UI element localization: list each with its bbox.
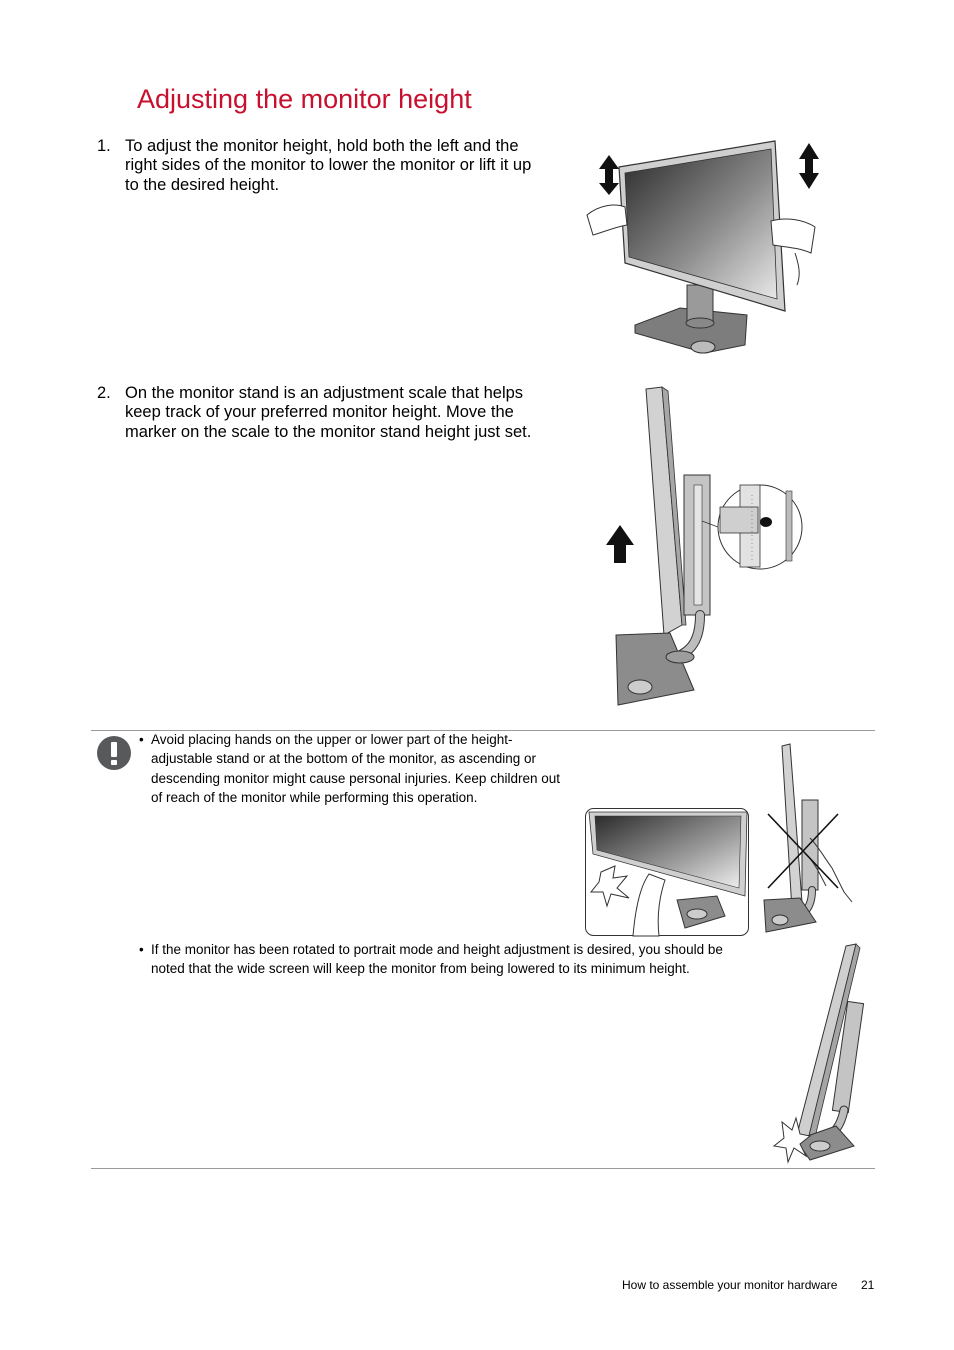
bullet-mark: • (139, 942, 144, 957)
bullet-mark: • (139, 732, 144, 747)
up-down-arrow-icon (799, 143, 819, 189)
step-number: 2. (97, 384, 111, 402)
page-number: 21 (861, 1278, 875, 1292)
footer-section: How to assemble your monitor hardware (622, 1278, 838, 1292)
height-marker-icon (760, 517, 772, 527)
step-text: On the monitor stand is an adjustment scale that helps keep track of your preferred monitor height. Move the marker on the scale to the monitor stand height just set. (125, 384, 532, 441)
note-item-1 (139, 730, 569, 807)
step-1 (97, 137, 537, 195)
step-text: To adjust the monitor height, hold both the left and the right sides of the monitor to lower the monitor or lift it up to the desired height. (125, 137, 532, 194)
portrait-mode-collision-illustration (770, 942, 870, 1167)
step-2 (97, 384, 537, 442)
hand-on-stand-crossed-illustration (760, 742, 860, 937)
note-text: If the monitor has been rotated to portrait mode and height adjustment is desired, you should be noted that the wide screen will keep the monitor from being lowered to its minimum height. (151, 942, 723, 977)
step-number: 1. (97, 137, 111, 155)
page-title: Adjusting the monitor height (137, 84, 472, 114)
divider (91, 1168, 875, 1169)
note-item-2 (139, 940, 729, 979)
up-arrow-icon (606, 525, 634, 563)
monitor-height-adjust-illustration (585, 135, 835, 370)
pinch-hazard-illustration (585, 808, 750, 938)
note-text: Avoid placing hands on the upper or lower part of the height-adjustable stand or at the bottom of the monitor, as ascending or descending monitor might cause personal injuries. Keep children out of reach of the monitor while performing this operation. (151, 732, 560, 805)
adjustment-scale-illustration (600, 385, 805, 710)
up-down-arrow-icon (599, 155, 619, 195)
exclamation-icon (97, 736, 131, 770)
